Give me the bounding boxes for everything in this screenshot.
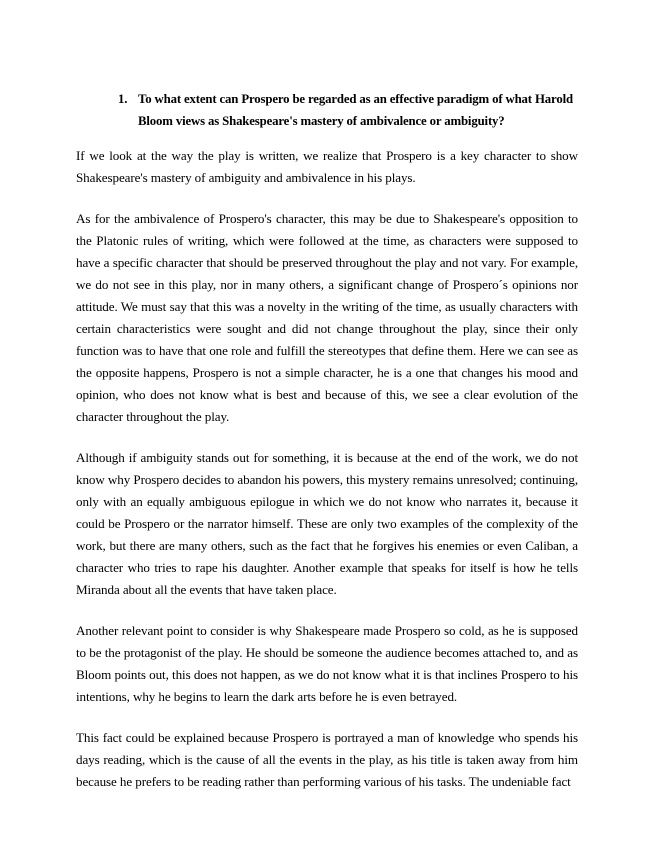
question-heading	[118, 88, 588, 132]
paragraph-3: Although if ambiguity stands out for something, it is because at the end of the work, we do not know why Prospero decides to abandon his powers, this mystery remains unresolved; continuing, only with an equally ambiguous epilogue in which we do not know who narrates it, because it could be Prospero or the narrator himself. These are only two examples of the complexity of the work, but there are many others, such as the fact that he forgives his enemies or even Caliban, a character who tries to rape his daughter. Another example that speaks for itself is how he tells Miranda about all the events that have taken place.	[76, 450, 578, 597]
paragraph-4: Another relevant point to consider is why Shakespeare made Prospero so cold, as he is supposed to be the protagonist of the play. He should be someone the audience becomes attached to, and as Bloom points out, this does not happen, as we do not know what it is that inclines Prospero to his intentions, why he begins to learn the dark arts before he is even betrayed.	[76, 623, 578, 704]
document-body	[76, 145, 578, 812]
paragraph-5: This fact could be explained because Prospero is portrayed a man of knowledge who spends his days reading, which is the cause of all the events in the play, as his title is taken away from him because he prefers to be reading rather than performing various of his tasks. The undeniable fact	[76, 730, 578, 789]
question-text: To what extent can Prospero be regarded as an effective paradigm of what Harold Bloom views as Shakespeare's mastery of ambivalence or ambiguity?	[138, 92, 573, 128]
paragraph-1: If we look at the way the play is written, we realize that Prospero is a key character to show Shakespeare's mastery of ambiguity and ambivalence in his plays.	[76, 148, 578, 185]
paragraph-2: As for the ambivalence of Prospero's character, this may be due to Shakespeare's opposition to the Platonic rules of writing, which were followed at the time, as characters were supposed to have a specific character that should be preserved throughout the play and not vary. For example, we do not see in this play, nor in many others, a significant change of Prospero´s opinions nor attitude. We must say that this was a novelty in the writing of the time, as usually characters with certain characteristics were sought and did not change throughout the play, since their only function was to have that one role and fulfill the stereotypes that define them. Here we can see as the opposite happens, Prospero is not a simple character, he is a one that changes his mood and opinion, who does not know what is best and because of this, we see a clear evolution of the character throughout the play.	[76, 211, 578, 424]
question-number: 1.	[118, 92, 128, 106]
